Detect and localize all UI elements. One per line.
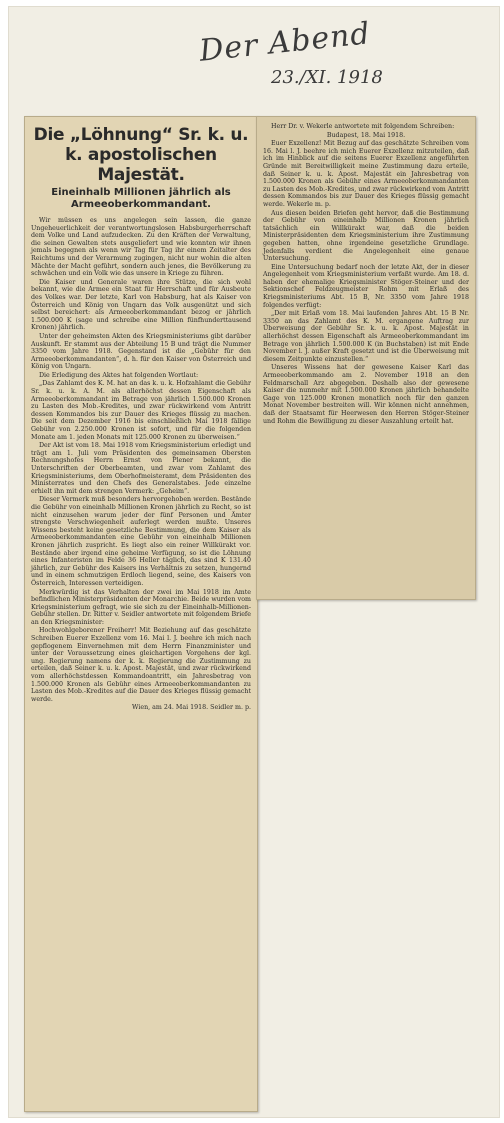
paragraph: Wir müssen es uns angelegen sein lassen, die ganze Ungeheuerlichkeit der verantwortungslosen Habsburgerherrschaft dem Volke und Land aufzudecken. Zu den Kräften der Verwaltung, die seinen Gewalten stets ausgeliefert und wie konnten wir ihnen jemals begegnen als wenn wir Tag für Tag ihr einem Zeitalter des Reichtums und der Verarmung zugingen, nicht nur wohin die alten Mächte der Macht geführt, sondern auch jenes, die Bevölkerung zu schwächen und ein Volk wie das unsere in Kriege zu führen.	[31, 217, 251, 278]
letter-signature: Wien, am 24. Mai 1918. Seidler m. p.	[132, 704, 251, 712]
quoted-decree: „Der mit Erlaß vom 18. Mai laufenden Jahres Abt. 15 B Nr. 3350 an das Zahlamt des K. M. ergangene Auftrag zur Überweisung der Gebühr Sr. k. u. k. Apost. Majestät in allerhöchst dessen Eigenschaft als Armeeoberkommandant im Betrage von jährlich 1.500.000 K (in Buchstaben) ist mit Ende November l. J. außer Kraft gesetzt und ist die Überweisung mit diesem Zeitpunkte einzustellen.“	[263, 310, 469, 363]
article-column-right	[263, 123, 469, 426]
paragraph: Unseres Wissens hat der gewesene Kaiser Karl das Armeeoberkommando am 2. November 1918 an den Feldmarschall Arz abgegeben. Deshalb also der gewesene Kaiser die nunmehr mit 1.500.000 Kronen jährlich behandelte Gage von 125.000 Kronen monatlich noch für den ganzen Monat November bestreiten will. Wir können nicht annehmen, daß der Staatsamt für Heerwesen den Herren Stöger-Steiner und Rohm die Bewilligung zu dieser Auszahlung erteilt hat.	[263, 364, 469, 425]
article-column-left	[31, 123, 251, 713]
paragraph: Dieser Vermerk muß besonders hervorgehoben werden. Bestände die Gebühr von eineinhalb Millionen Kronen jährlich zu Recht, so ist nicht einzusehen warum jeder der fünf Personen und Ämter strengste Verschwiegenheit auferlegt werden mußte. Unseres Wissens besteht keine gesetzliche Bestimmung, die dem Kaiser als Armeeoberkommandanten eine Gebühr von eineinhalb Millionen Kronen jährlich zuspricht. Es liegt also ein reiner Willkürakt vor. Bestände aber irgend eine geheime Verfügung, so ist die Löhnung eines Infanteristen im Felde 36 Heller täglich, das sind K 131.40 jährlich, zur Gebühr des Kaisers ins Verhältnis zu setzen, hungernd und in einem schmutzigen Erdloch liegend, seine, des Kaisers von Österreich, Interessen verteidigen.	[31, 496, 251, 587]
paragraph: Der Akt ist vom 18. Mai 1918 vom Kriegsministerium erledigt und trägt am 1. Juli vom Präsidenten des gemeinsamen Obersten Rechnungshofes Herrn Ernst von Plener bekannt, die Unterschriften der Oberbeamten, und zwar vom Zahlamt des Kriegsministeriums, dem Oberhofmeisteramt, dem Präsidenten des Ministerrates und den Chefs des Generalstabes. Jede einzelne erhielt ihn mit dem strengen Vermerk: „Geheim“.	[31, 442, 251, 495]
paragraph: Herr Dr. v. Wekerle antwortete mit folgendem Schreiben:	[271, 123, 455, 130]
newspaper-clipping-left	[24, 116, 258, 1112]
paragraph: Unter der geheimsten Akten des Kriegsministeriums gibt darüber Auskunft. Er stammt aus der Abteilung 15 B und trägt die Nummer 3350 vom Jahre 1918. Gegenstand ist die „Gebühr für den Armeeoberkommandanten“, d. h. für den Kaiser von Österreich und König von Ungarn.	[31, 332, 251, 371]
article-headline: Die „Löhnung“ Sr. k. u. k. apostolischen Majestät.	[33, 125, 249, 185]
quoted-decree: „Das Zahlamt des K. M. hat an das k. u. k. Hofzahlamt die Gebühr Sr. k. u. k. A. M. als allerhöchst dessen Eigenschaft als Armeeoberkommandant im Betrage von jährlich 1.500.000 Kronen zu Lasten des Mob.-Kredites, und zwar rückwirkend vom Antritt dessen Kommandos bis zur Dauer des Krieges flüssig zu machen. Die seit dem Dezember 1916 bis einschließlich Mai 1918 fällige Gebühr von 2.250.000 Kronen ist sofort, und für die folgenden Monate am 1. jeden Monats mit 125.000 Kronen zu überweisen.“	[31, 380, 251, 441]
handwritten-title: Der Abend	[197, 16, 373, 69]
letter-dateline: Budapest, 18. Mai 1918.	[326, 131, 406, 139]
quoted-letter: Euer Exzellenz! Mit Bezug auf das geschätzte Schreiben vom 16. Mai l. J. beehre ich mich Euerer Exzellenz mitzuteilen, daß ich im Hinblick auf die seitens Euerer Exzellenz angeführten Gründe mit Bereitwilligkeit meine Zustimmung dazu erteile, daß Seiner k. u. k. Apost. Majestät ein Jahresbetrag von 1.500.000 Kronen als Gebühr eines Armeeoberkommandanten zu Lasten des Mob.-Kredites, und zwar rückwirkend vom Antritt dessen Kommandos bis zur Dauer des Krieges flüssig gemacht werde. Wekerle m. p.	[263, 140, 469, 208]
quoted-letter: Hochwohlgeborener Freiherr! Mit Beziehung auf das geschätzte Schreiben Euerer Exzellenz vom 16. Mai l. J. beehre ich mich nach gepflogenem Einvernehmen mit dem Herrn Finanzminister und unter der Voraussetzung eines gleichartigen Vorgehens der kgl. ung. Regierung namens der k. k. Regierung die Zustimmung zu erteilen, daß Seiner k. u. k. Apost. Majestät, und zwar rückwirkend vom allerhöchstdessen Kommandoantritt, ein Jahresbetrag von 1.500.000 Kronen als Gebühr eines Armeeoberkommandanten zu Lasten des Mob.-Kredites auf die Dauer des Krieges flüssig gemacht werde.	[31, 627, 251, 703]
paragraph: Eine Untersuchung bedarf noch der letzte Akt, der in dieser Angelegenheit vom Kriegsministerium verfaßt wurde. Am 18. d. haben der ehemalige Kriegsminister Stöger-Steiner und der Sektionschef Feldzeugmeister Rohm mit Erlaß des Kriegsministeriums Abt. 15 B, Nr. 3350 vom Jahre 1918 folgendes verfügt:	[263, 263, 469, 309]
article-subheadline: Eineinhalb Millionen jährlich als Armeeoberkommandant.	[51, 187, 231, 210]
paragraph: Die Kaiser und Generale waren ihre Stütze, die sich wohl bekannt, wie die Armee ein Staat für Herrschaft und für Ausbeute des Volkes war. Der letzte, Karl von Habsburg, hat als Kaiser von Österreich und König von Ungarn das Volk ausgenützt und sich selbst bereichert: als Armeeoberkommandant bezog er jährlich 1.500.000 K (sage und schreibe eine Million fünfhunderttausend Kronen) jährlich.	[31, 278, 251, 332]
paragraph: Die Erledigung des Aktes hat folgenden Wortlaut:	[39, 371, 199, 379]
paragraph: Aus diesen beiden Briefen geht hervor, daß die Bestimmung der Gebühr von eineinhalb Millionen Kronen jährlich tatsächlich ein Willkürakt war, daß die beiden Ministerpräsidenten dem Kriegsministerium ihre Zustimmung gegeben hatten, ohne irgendeine gesetzliche Grundlage. Jedenfalls verdient die Angelegenheit eine genaue Untersuchung.	[263, 209, 469, 263]
newspaper-clipping-right	[256, 116, 476, 600]
paragraph: Merkwürdig ist das Verhalten der zwei im Mai 1918 im Amte befindlichen Ministerpräsidenten der Monarchie. Beide wurden vom Kriegsministerium gefragt, wie sie sich zu der Eineinhalb-Millionen-Gebühr stellen. Dr. Ritter v. Seidler antwortete mit folgendem Briefe an den Kriegsminister:	[31, 588, 251, 626]
handwritten-date: 23./XI. 1918	[271, 67, 383, 88]
